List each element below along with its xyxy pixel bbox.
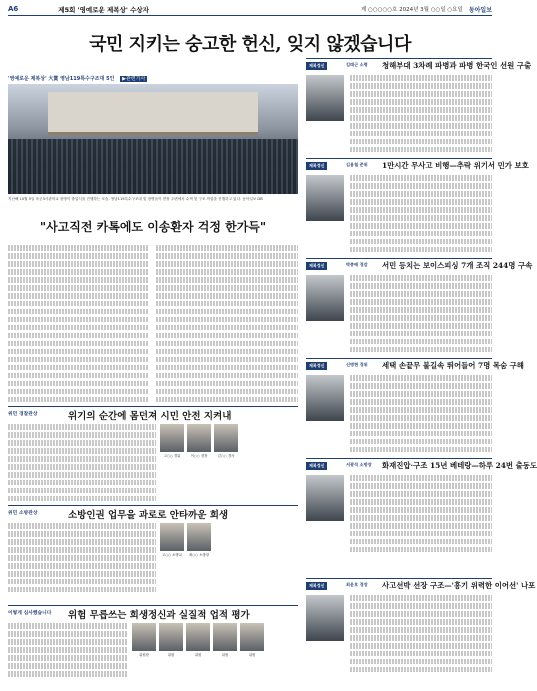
section-review-body (8, 623, 128, 679)
award-title: 화재진압·구조 15년 베테랑—하루 24번 출동도 (382, 461, 537, 470)
recipient-photo (306, 375, 344, 421)
main-photo (8, 84, 298, 194)
award-title: 서민 등치는 보이스피싱 7개 조직 244명 구속 (382, 261, 533, 270)
kicker (8, 75, 147, 82)
mugshot: 위원 (240, 623, 264, 657)
photo-crowd (8, 139, 298, 194)
mugshot: 김○○ 경사 (214, 424, 238, 458)
mugshot: 최○○ 소방장 (187, 523, 211, 557)
award-recipient: 서광석 소방장 (346, 462, 372, 467)
award-card (306, 258, 533, 359)
award-recipient: 신병현 경위 (346, 362, 368, 367)
mugshot: 위원 (159, 623, 183, 657)
mugshot: 이○○ 경장 (187, 424, 211, 458)
recipient-photo (306, 595, 344, 641)
page-number: A6 (8, 5, 19, 13)
award-title: 사고선박 선장 구조—'흥기 위력한 이어선' 나포 (382, 581, 536, 590)
award-recipient: 김용철 준위 (346, 162, 368, 167)
award-card (306, 358, 524, 459)
award-category: 제복정신 (306, 262, 327, 270)
award-title: 세택 손끝무 불길속 뛰어들어 7명 목숨 구해 (382, 361, 524, 370)
award-recipient: 김태근 소령 (346, 62, 368, 67)
mugshot: 위원 (213, 623, 237, 657)
kicker-text: '영예로운 제복상' 大賞 영남119특수구조대 5인 (8, 76, 115, 82)
section-firefighter-body (8, 523, 156, 595)
award-body (350, 275, 492, 355)
mug-row-firefighter (160, 523, 211, 557)
award-title: 청해부대 3차례 파병과 파병 한국인 선원 구출 (382, 61, 532, 70)
mugshot: 고○○ 소방교 (160, 523, 184, 557)
page-header (8, 3, 492, 16)
award-body (350, 375, 492, 455)
award-body (350, 475, 492, 555)
mug-row-police (160, 424, 238, 458)
recipient-photo (306, 475, 344, 521)
award-recipient: 박종배 경감 (346, 262, 368, 267)
section-title-text: 소방인권 업무을 과로로 안타까운 희생 (68, 510, 229, 521)
section-police-body (8, 424, 156, 504)
award-category: 제복정신 (306, 582, 327, 590)
award-body (350, 595, 492, 675)
award-title: 1만시간 무사고 비행—추락 위기서 민가 보호 (382, 161, 529, 170)
story-column-right (156, 245, 298, 405)
story-column-left (8, 245, 148, 405)
section-label: 위민 경찰관상 (8, 412, 38, 417)
section-title-text: 위기의 순간에 몸던져 시민 안전 지켜내 (68, 411, 232, 422)
section-title-text: 위험 무릅쓰는 희생정신과 실질적 업적 평가 (68, 610, 250, 621)
award-category: 제복정신 (306, 162, 327, 170)
award-recipient: 최윤호 경장 (346, 582, 368, 587)
main-headline: 국민 지키는 숭고한 헌신, 잊지 않겠습니다 (89, 34, 411, 55)
award-category: 제복정신 (306, 62, 327, 70)
recipient-photo (306, 175, 344, 221)
section-label: 이렇게 심사했습니다 (8, 611, 52, 616)
mugshot: 위원장 (132, 623, 156, 657)
photo-caption: 지난해 10월 5일 육군3사관학교 장병이 졸업식을 진행하는 모습. 영남119특수구조대 및 장병들이 현장 주변에서 수색 및 구조 작업을 진행하고 있다. 동아일보 DB (8, 197, 263, 201)
award-category: 제복정신 (306, 362, 327, 370)
award-card (306, 58, 532, 159)
date-line: 제 ○○○○○호 2024년 3월 ○○일 ○요일 (360, 7, 463, 13)
related-link[interactable]: ▶관련기사 (122, 76, 146, 82)
mugshot: 고○○ 경위 (160, 424, 184, 458)
brand-name: 동아일보 (468, 6, 492, 14)
mug-row-review (132, 623, 264, 657)
award-category: 제복정신 (306, 462, 327, 470)
section-title: 제5회 '영예로운 제복상' 수상자 (58, 5, 149, 14)
recipient-photo (306, 275, 344, 321)
award-body (350, 75, 492, 155)
award-body (350, 175, 492, 255)
photo-building (48, 92, 258, 135)
award-card (306, 458, 537, 559)
section-label: 위민 소방관상 (8, 511, 38, 516)
story-quote: "사고직전 카톡에도 이송환자 걱정 한가득" (39, 220, 267, 234)
mugshot: 위원 (186, 623, 210, 657)
recipient-photo (306, 75, 344, 121)
award-card (306, 578, 536, 679)
award-card (306, 158, 529, 259)
